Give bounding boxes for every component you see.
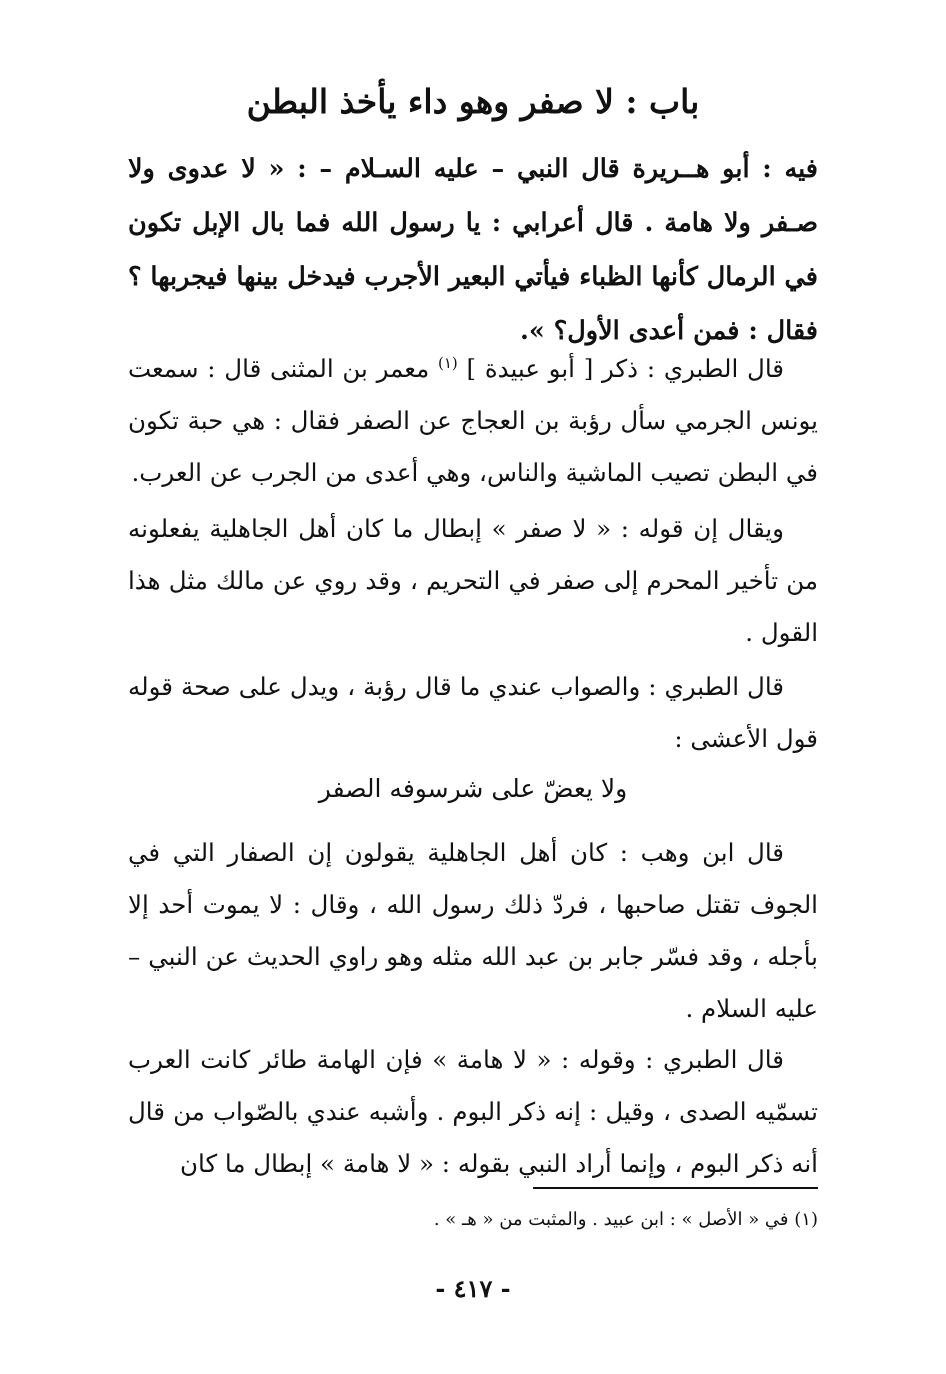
paragraph-1-start: قال الطبري : ذكر [ أبو عبيدة ] bbox=[466, 354, 785, 383]
paragraph-jahiliyya-month: ويقال إن قوله : « لا صفر » إبطال ما كان أهل الجاهلية يفعلونه من تأخير المحرم إلى صفر في التحريم ، وقد روي عن مالك مثل هذا القول . bbox=[128, 514, 818, 647]
paragraph-tabari-saffar bbox=[128, 343, 818, 499]
page-number: - ٤١٧ - bbox=[435, 1274, 511, 1303]
paragraph-ibn-wahb: قال ابن وهب : كان أهل الجاهلية يقولون إن الصفار التي في الجوف تقتل صاحبها ، فردّ ذلك رسول الله ، وقال : لا يموت أحد إلا بأجله ، وقد فسّر جابر بن عبد الله مثله وهو راوي الحديث عن النبي – عليه السلام . bbox=[128, 838, 818, 1023]
poetry-verse: ولا يعضّ على شرسوفه الصفر bbox=[318, 774, 628, 803]
footnote: (١) في « الأصل » : ابن عبيد . والمثبت من « هـ » . bbox=[433, 1209, 818, 1230]
paragraph-hama: قال الطبري : وقوله : « لا هامة » فإن الهامة طائر كانت العرب تسمّيه الصدى ، وقيل : إنه ذكر البوم . وأشبه عندي بالصّواب من قال أنه ذكر البوم ، وإنما أراد النبي بقوله : « لا هامة » إبطال ما كان bbox=[128, 1045, 818, 1178]
footnote-divider bbox=[533, 1187, 818, 1189]
paragraph-1-rest: معمر بن المثنى قال : سمعت يونس الجرمي سأل رؤبة بن العجاج عن الصفر فقال : هي حبة تكون في البطن تصيب الماشية والناس، وهي أعدى من الجرب عن العرب. bbox=[128, 354, 818, 487]
paragraph-tabari-correct-view: قال الطبري : والصواب عندي ما قال رؤبة ، ويدل على صحة قوله قول الأعشى : bbox=[128, 672, 818, 753]
chapter-title: باب : لا صفر وهو داء يأخذ البطن bbox=[246, 82, 700, 121]
footnote-marker: (١) bbox=[438, 353, 458, 372]
hadith-text: فيه : أبو هــريرة قال النبي – عليه السـلام – : « لا عدوى ولا صـفر ولا هامة . قال أعرابي : يا رسول الله فما بال الإبل تكون في الرمال كأنها الظباء فيأتي البعير الأجرب فيدخل بينها فيجربها ؟ فقال : فمن أعدى الأول؟ ». bbox=[128, 154, 818, 346]
